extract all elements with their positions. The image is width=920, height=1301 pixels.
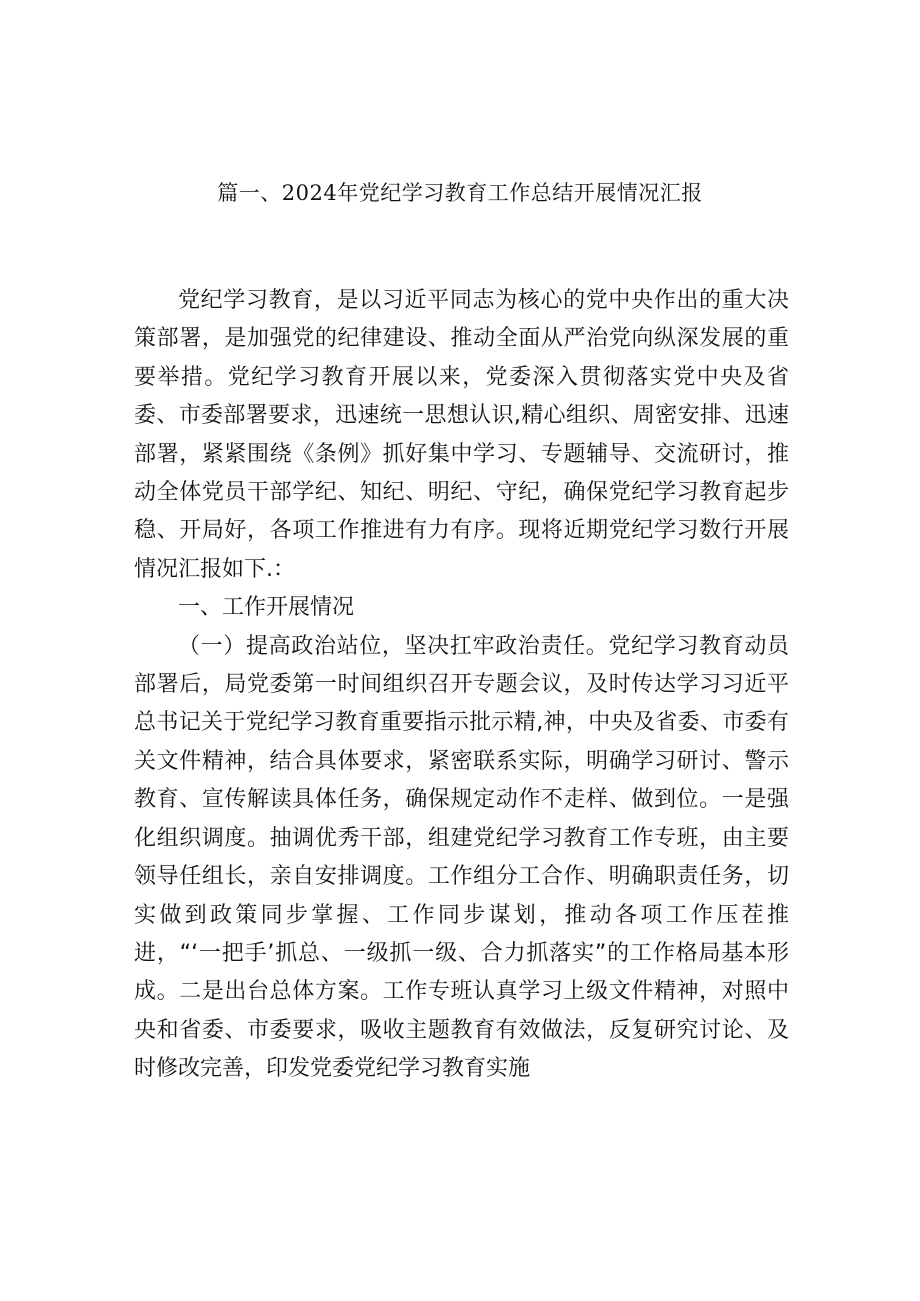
- section-heading: 一、工作开展情况: [178, 595, 355, 621]
- document-body: [134, 282, 789, 1089]
- intro-paragraph: 党纪学习教育，是以习近平同志为核心的党中央作出的重大决策部署，是加强党的纪律建设、推动全面从严治党向纵深发展的重要举措。党纪学习教育开展以来，党委深入贯彻落实党中央及省委、市委部署要求，迅速统一思想认识,精心组织、周密安排、迅速部署，紧紧围绕《条例》抓好集中学习、专题辅导、交流研讨，推动全体党员干部学纪、知纪、明纪、守纪，确保党纪学习教育起步稳、开局好，各项工作推进有力有序。现将近期党纪学习数行开展情况汇报如下.：: [134, 288, 789, 582]
- section-paragraph: （一）提高政治站位，坚决扛牢政治责任。党纪学习教育动员部署后，局党委第一时间组织召开专题会议，及时传达学习习近平总书记关于党纪学习教育重要指示批示精,神，中央及省委、市委有关文件精神，结合具体要求，紧密联系实际，明确学习研讨、警示教育、宣传解读具体任务，确保规定动作不走样、做到位。一是强化组织调度。抽调优秀干部，组建党纪学习教育工作专班，由主要领导任组长，亲自安排调度。工作组分工合作、明确职责任务，切实做到政策同步掌握、工作同步谋划，推动各项工作压茬推进，“‘一把手’抓总、一级抓一级、合力抓落实”的工作格局基本形成。二是出台总体方案。工作专班认真学习上级文件精神，对照中央和省委、市委要求，吸收主题教育有效做法，反复研究讨论、及时修改完善，印发党委党纪学习教育实施: [134, 633, 789, 1082]
- document-title: 篇一、2024年党纪学习教育工作总结开展情况汇报: [217, 181, 703, 205]
